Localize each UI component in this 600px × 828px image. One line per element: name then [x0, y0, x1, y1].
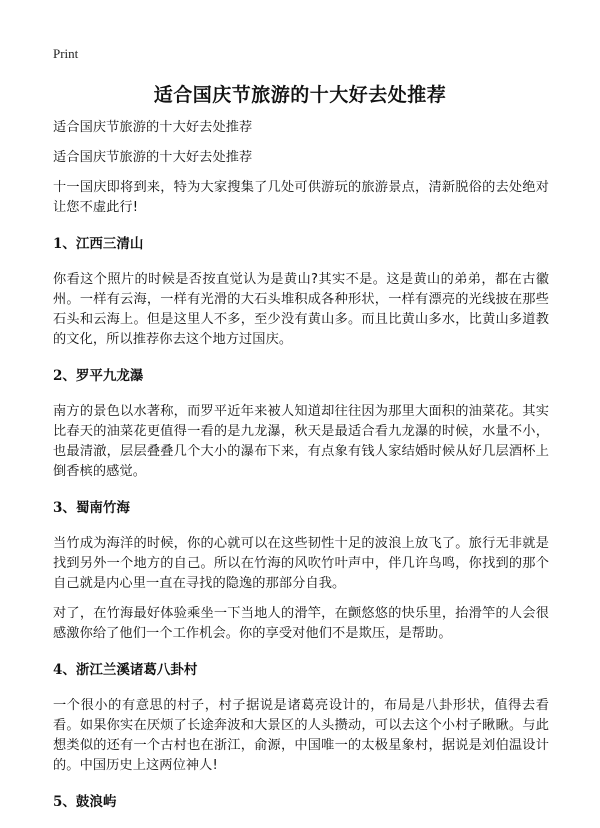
intro-paragraph: 十一国庆即将到来，特为大家搜集了几处可供游玩的旅游景点，清新脱俗的去处绝对让您不虚此行! — [53, 180, 549, 215]
section-paragraph: 当竹成为海洋的时候，你的心就可以在这些韧性十足的波浪上放飞了。旅行无非就是找到另外一个地方的自己。所以在竹海的风吹竹叶声中，伴几许鸟鸣，你找到的那个自己就是内心里一直在寻找的隐逸的那部分自我。 — [53, 536, 549, 591]
subtitle-line: 适合国庆节旅游的十大好去处推荐 — [53, 120, 253, 135]
section-heading-3: 3、蜀南竹海 — [53, 500, 130, 516]
section-paragraph: 一个很小的有意思的村子，村子据说是诸葛亮设计的，布局是八卦形状，值得去看看。如果你实在厌烦了长途奔波和大景区的人头攒动，可以去这个小村子瞅瞅。与此想类似的还有一个古村也在浙江，俞源，中国唯一的太极星象村，据说是刘伯温设计的。中国历史上这两位神人! — [53, 698, 549, 773]
subtitle-line: 适合国庆节旅游的十大好去处推荐 — [53, 150, 253, 165]
section-paragraph: 你看这个照片的时候是否按直觉认为是黄山?其实不是。这是黄山的弟弟，都在古徽州。一样有云海，一样有光滑的大石头堆积成各种形状，一样有漂亮的光线披在那些石头和云海上。但是这里人不多，至少没有黄山多。而且比黄山多水，比黄山多道教的文化，所以推荐你去这个地方过国庆。 — [53, 272, 549, 347]
article-body — [53, 118, 549, 812]
section-heading-1: 1、江西三清山 — [53, 236, 144, 252]
print-link[interactable]: Print — [53, 46, 79, 61]
page-title: 适合国庆节旅游的十大好去处推荐 — [153, 84, 447, 106]
section-paragraph: 对了，在竹海最好体验乘坐一下当地人的滑竿，在颤悠悠的快乐里，抬滑竿的人会很感激你给了他们一个工作机会。你的享受对他们不是欺压，是帮助。 — [53, 606, 549, 641]
section-paragraph: 南方的景色以水著称，而罗平近年来被人知道却往往因为那里大面积的油菜花。其实比春天的油菜花更值得一看的是九龙瀑，秋天是最适合看九龙瀑的时候，水量不小，也最清澈，层层叠叠几个大小的瀑布下来，有点象有钱人家结婚时候从好几层酒杯上倒香槟的感觉。 — [53, 404, 549, 479]
section-heading-2: 2、罗平九龙瀑 — [53, 368, 144, 384]
section-heading-5: 5、鼓浪屿 — [53, 794, 117, 810]
section-heading-4: 4、浙江兰溪诸葛八卦村 — [53, 662, 198, 678]
